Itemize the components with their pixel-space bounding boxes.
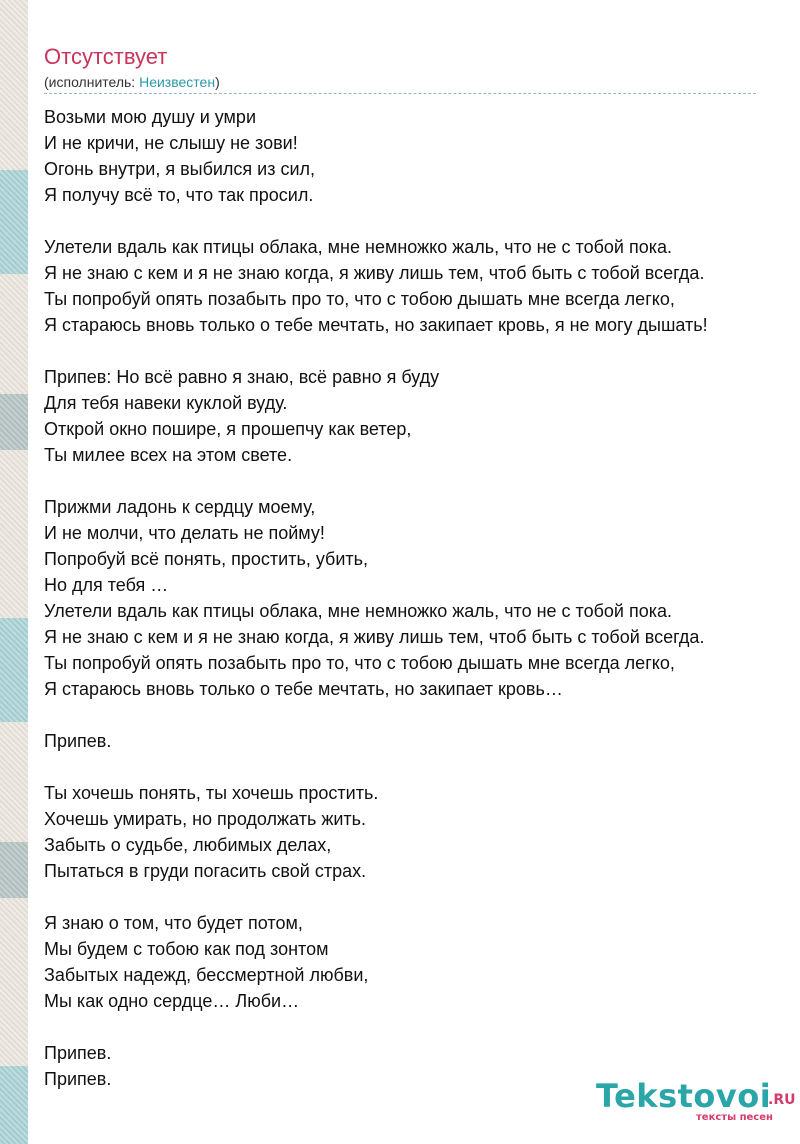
lyric-line: Возьми мою душу и умри [44,107,257,127]
stanza-gap [44,468,800,494]
lyrics-card [28,0,800,1144]
lyric-line: Я не знаю с кем и я не знаю когда, я живу лишь тем, чтоб быть с тобой всегда. [44,627,705,647]
lyric-line: Припев: Но всё равно я знаю, всё равно я буду [44,367,440,387]
stanza-gap [44,884,800,910]
lyric-line: И не кричи, не слышу не зови! [44,133,298,153]
lyric-line: Я не знаю с кем и я не знаю когда, я живу лишь тем, чтоб быть с тобой всегда. [44,263,705,283]
stanza-gap [44,208,800,234]
artist-prefix: (исполнитель: [44,74,140,90]
lyric-line: Ты хочешь понять, ты хочешь простить. [44,783,379,803]
artist-line [44,73,220,91]
lyric-line: И не молчи, что делать не пойму! [44,523,325,543]
lyric-line: Припев. [44,1043,112,1063]
lyric-line: Прижми ладонь к сердцу моему, [44,497,316,517]
lyric-line: Я стараюсь вновь только о тебе мечтать, но закипает кровь… [44,679,563,699]
stanza-gap [44,754,800,780]
stanza-gap [44,702,800,728]
logo-tagline: тексты песен [696,1112,773,1123]
lyric-line: Мы как одно сердце… Люби… [44,991,300,1011]
lyric-line: Попробуй всё понять, простить, убить, [44,549,369,569]
lyric-line: Открой окно пошире, я прошепчу как ветер, [44,419,412,439]
lyric-line: Но для тебя … [44,575,169,595]
lyric-line: Я знаю о том, что будет потом, [44,913,303,933]
lyric-line: Припев. [44,731,112,751]
lyric-line: Улетели вдаль как птицы облака, мне немножко жаль, что не с тобой пока. [44,237,672,257]
lyric-line: Мы будем с тобою как под зонтом [44,939,329,959]
stanza-gap [44,1014,800,1040]
song-title: Отсутствует [44,44,168,69]
lyric-line: Забытых надежд, бессмертной любви, [44,965,369,985]
lyric-line: Улетели вдаль как птицы облака, мне немножко жаль, что не с тобой пока. [44,601,672,621]
lyric-line: Я получу всё то, что так просил. [44,185,314,205]
lyric-line: Забыть о судьбе, любимых делах, [44,835,332,855]
lyric-line: Хочешь умирать, но продолжать жить. [44,809,367,829]
lyric-line: Огонь внутри, я выбился из сил, [44,159,316,179]
artist-suffix: ) [215,74,220,90]
title-divider [44,93,756,94]
lyric-line: Пытаться в груди погасить свой страх. [44,861,367,881]
lyric-line: Припев. [44,1069,112,1089]
lyric-line: Ты попробуй опять позабыть про то, что с тобою дышать мне всегда легко, [44,653,675,673]
lyric-line: Ты милее всех на этом свете. [44,445,293,465]
logo-wordmark: Tekstovoi [596,1077,772,1115]
lyric-line: Ты попробуй опять позабыть про то, что с тобою дышать мне всегда легко, [44,289,675,309]
logo-domain: .RU [768,1092,796,1108]
lyrics-text [44,104,800,1092]
artist-link[interactable]: Неизвестен [139,74,216,90]
stanza-gap [44,338,800,364]
lyric-line: Я стараюсь вновь только о тебе мечтать, но закипает кровь, я не могу дышать! [44,315,708,335]
site-logo[interactable] [596,1078,800,1128]
lyric-line: Для тебя навеки куклой вуду. [44,393,288,413]
